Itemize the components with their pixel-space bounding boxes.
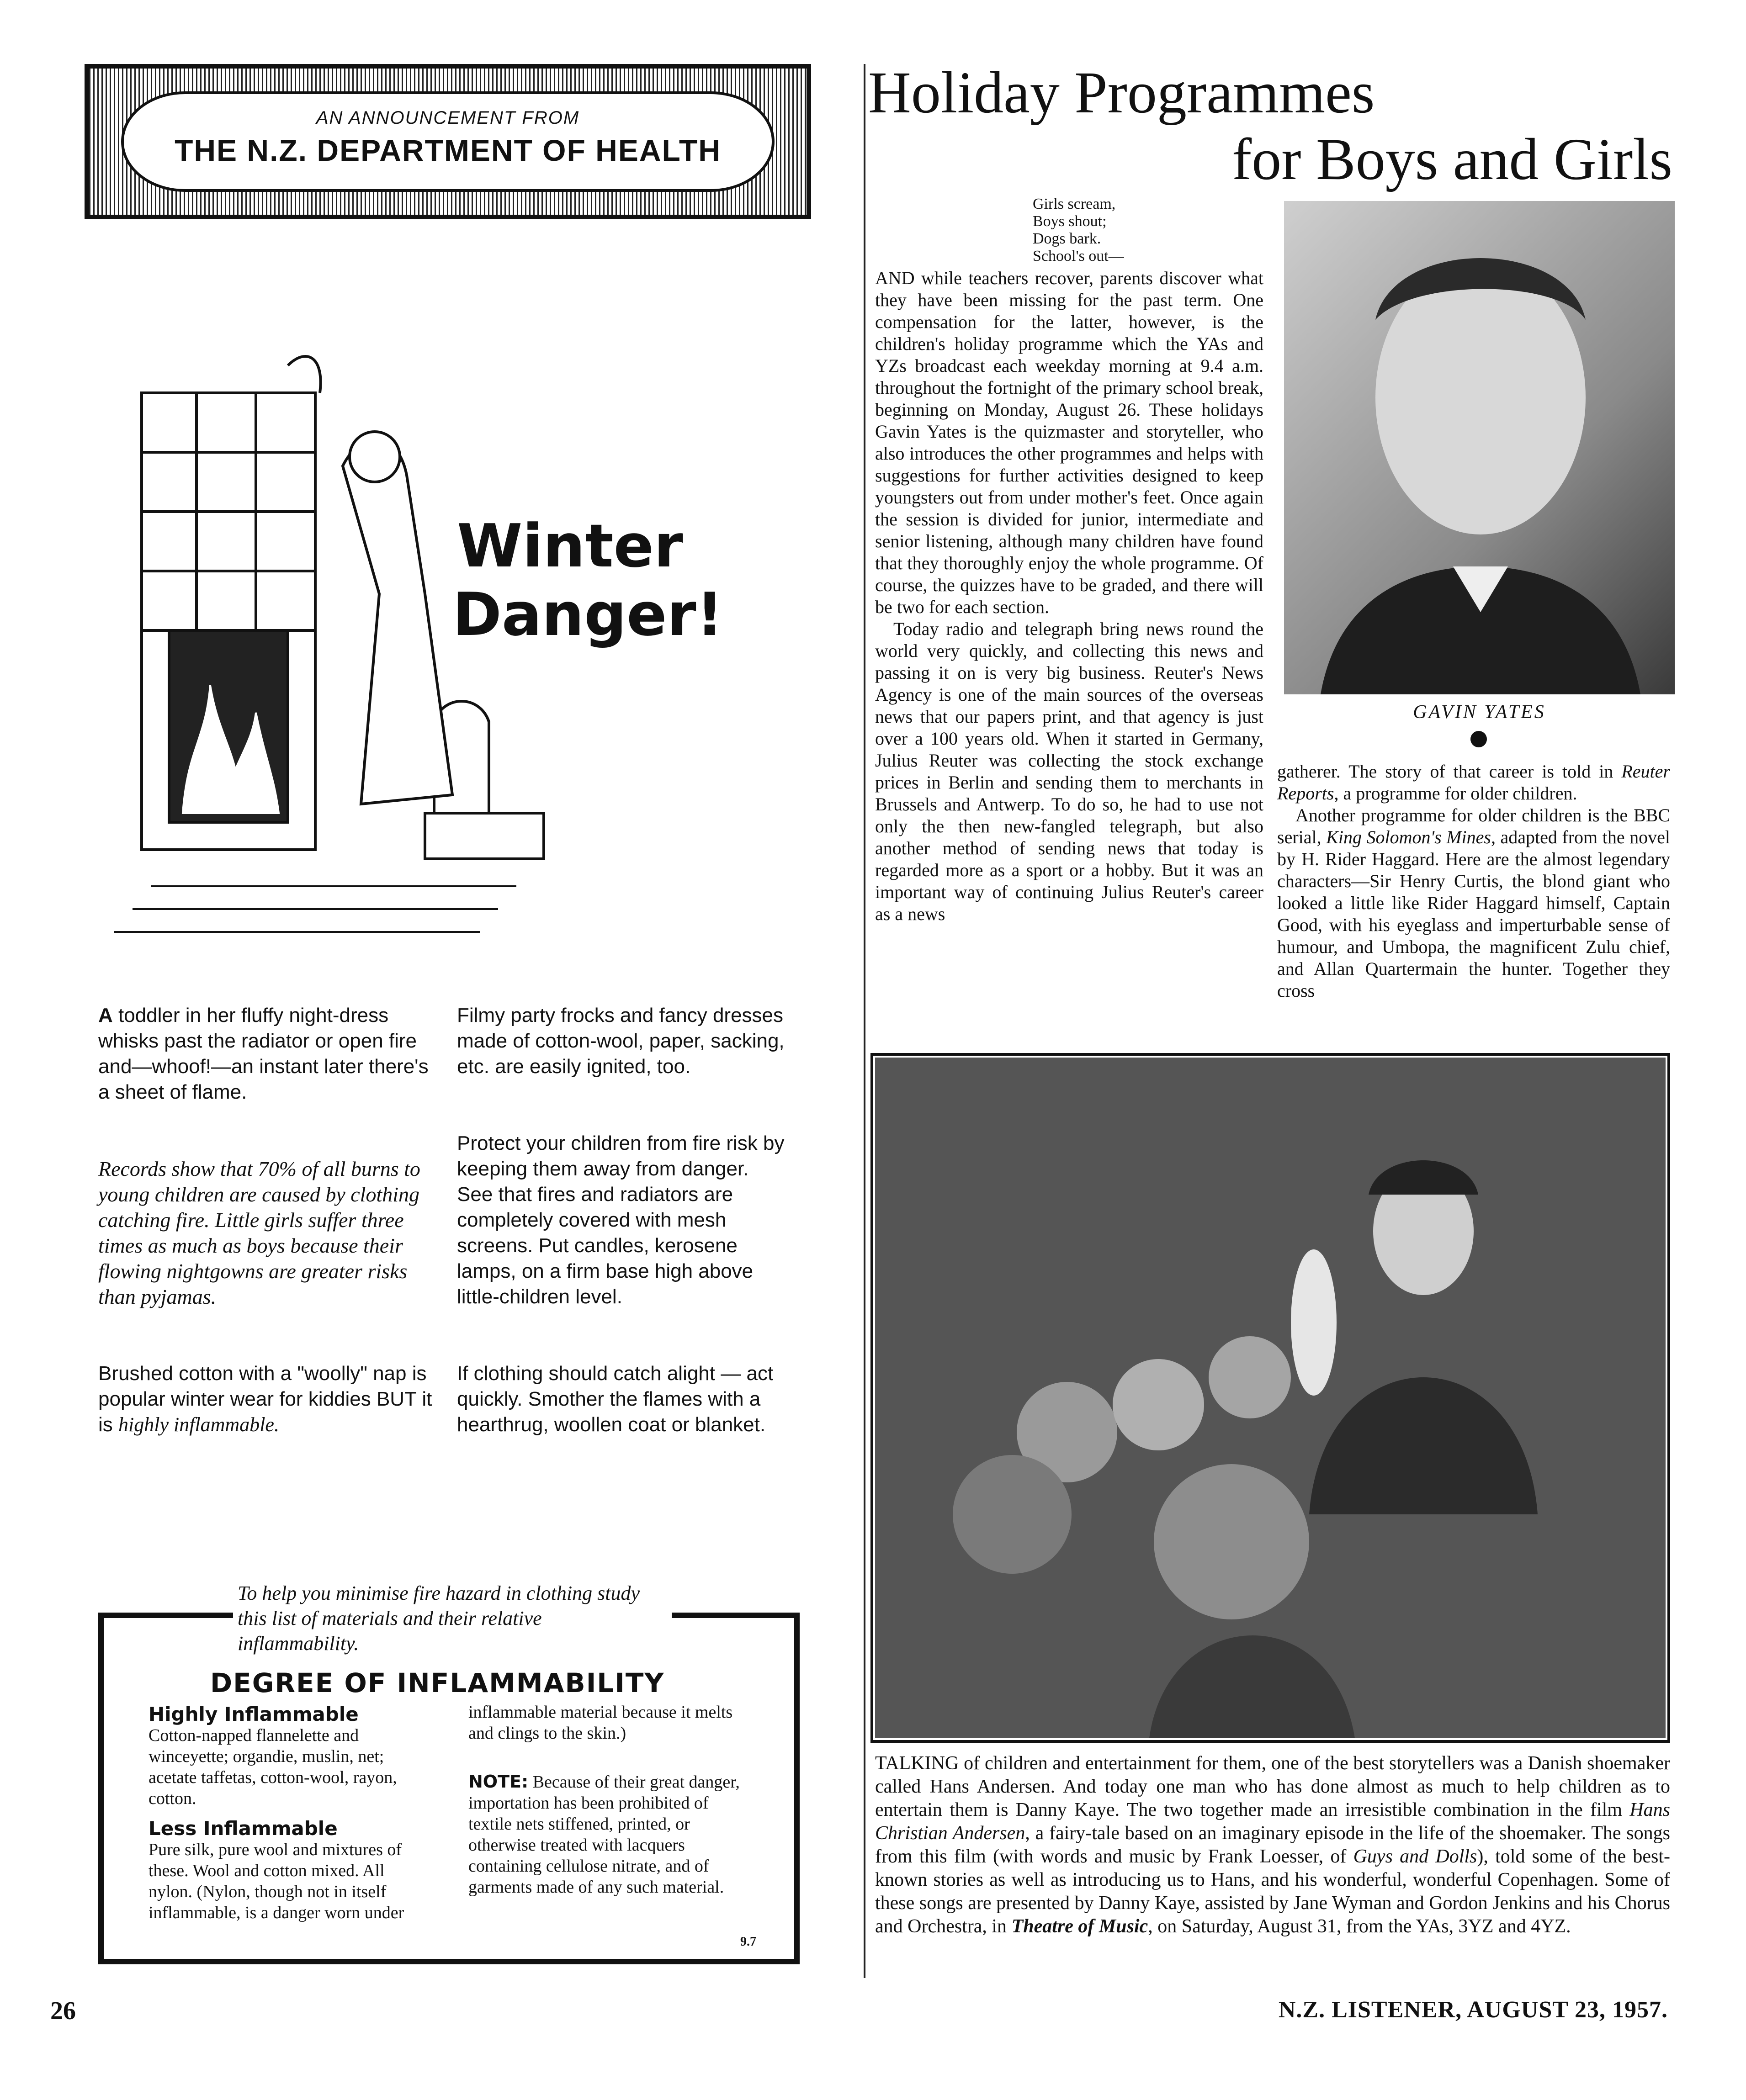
department-name: THE N.Z. DEPARTMENT OF HEALTH [175,133,721,167]
page-number: 26 [50,1997,76,2025]
caption-film-title: Hans Christian Andersen [875,1799,1670,1844]
ad-paragraph-brushed-cotton [98,1361,436,1438]
film-caption [875,1752,1670,1938]
verse-line: School's out— [1033,248,1124,264]
caption-part-3: ), told some of the best-known stories as well as introducing us to Hans, and his wonderful, wonderful Copenhagen. Some of these songs are presented by Danny Kaye, assisted by Jane Wyman and Gordon Jenkins and his Chorus and Orchestra, in [875,1846,1670,1937]
brushed-cotton-text: Brushed cotton with a "woolly" nap is popular winter wear for kiddies BUT it is [98,1362,432,1436]
note-paragraph [468,1771,743,1898]
note-label: NOTE: [468,1772,529,1792]
reuter-reports-text: gatherer. The story of that career is told in [1277,761,1622,782]
ad-code: 9.7 [740,1935,756,1949]
article-headline [868,59,1672,193]
caption-programme-title: Theatre of Music [1011,1916,1148,1937]
king-solomon-title: King Solomon's Mines [1326,827,1491,847]
ad-paragraph-records: Records show that 70% of all burns to young children are caused by clothing catching fire. Little girls suffer three times as much as boys because their flowing nightgowns are greater risks than pyjamas. [98,1157,420,1308]
film-still-scene [875,1058,1666,1738]
article-column-left [875,267,1263,925]
reuter-reports-tail: , a programme for older children. [1334,783,1577,804]
announcement-oval [121,91,775,192]
ad-paragraph-catch-alight: If clothing should catch alight — act quickly. Smother the flames with a hearthrug, woollen coat or blanket. [457,1362,774,1436]
column-divider [864,64,865,1978]
inflammability-list-right [468,1702,743,1898]
ad-paragraph-party-frocks: Filmy party frocks and fancy dresses made of cotton-wool, paper, sacking, etc. are easily ignited, too. [457,1004,785,1078]
reuter-reports-title: Reuter Reports [1277,761,1670,804]
toddler-text: toddler in her fluffy night-dress whisks past the radiator or open fire and—whoof!—an instant later there's a sheet of flame. [98,1004,429,1103]
headline-line-1: Holiday Programmes [868,60,1375,126]
gavin-yates-portrait [1284,201,1675,694]
caption-part-1: TALKING of children and entertainment for them, one of the best storytellers was a Danish shoemaker called Hans Andersen. And today one man who has done almost as much to help children as to entertain them is Danny Kaye. The two together made an irresistible combination in the film [875,1753,1670,1820]
ad-paragraph-toddler [98,1003,436,1105]
ad-column-left [98,1003,436,1438]
portrait-caption: GAVIN YATES [1413,702,1546,723]
inflammability-heading: DEGREE OF INFLAMMABILITY [210,1667,665,1698]
king-solomon-tail: , adapted from the novel by H. Rider Haggard. Here are the almost legendary characters—Sir Henry Curtis, the blond giant who looked a little like Rider Haggard himself, Captain Good, with his eyeglass and imperturbable sense of humour, and Umbopa, the magnificent Zulu chief, and Allan Quartermain the hunter. Together they cross [1277,827,1670,1001]
highly-inflammable-emphasis: highly inflammable. [118,1413,279,1436]
caption-part-2: , a fairy-tale based on an imaginary episode in the life of the shoemaker. The songs from this film (with words and music by Frank Loesser, of [875,1823,1670,1867]
winter-danger-title [452,511,823,649]
less-inflammable-text: Pure silk, pure wool and mixtures of these. Wool and cotton mixed. All nylon. (Nylon, though not in itself inflammable, is a danger worn under [149,1840,404,1922]
verse-epigraph [1033,196,1215,265]
highly-inflammable-text: Cotton-napped flannelette and winceyette; organdie, muslin, net; acetate taffetas, cotton-wool, rayon, cotton. [149,1726,397,1808]
hans-andersen-film-still [875,1058,1666,1738]
title-line-2: Danger! [452,580,723,649]
inflammability-intro: To help you minimise fire hazard in clothing study this list of materials and their relative inflammability. [233,1581,672,1656]
nylon-continuation: inflammable material because it melts and clings to the skin.) [468,1703,733,1743]
article-paragraph-reuter: Today radio and telegraph bring news round the world very quickly, and collecting this news and passing it on is very big business. Reuter's News Agency is one of the main sources of the overseas news that our papers print, and that agency is just over a 100 years old. When it started in Germany, Julius Reuter was collecting the stock exchange prices in Berlin and sending them to merchants in Brussels and Antwerp. To do so, he had to use not only the then new-fangled telegraph, but also another method of sending news that today is regarded more as a sport or a hobby. But it was an important way of continuing Julius Reuter's career as a news [875,619,1263,924]
verse-line: Dogs bark. [1033,230,1101,247]
ad-paragraph-protect: Protect your children from fire risk by keeping them away from danger. See that fires and radiators are completely covered with mesh screens. Put candles, kerosene lamps, on a firm base high above little-children level. [457,1132,785,1308]
article-paragraph-intro: AND while teachers recover, parents discover what they have been missing for the past term. One compensation for the latter, however, is the children's holiday programme which the YAs and YZs broadcast each weekday morning at 9.4 a.m. throughout the fortnight of the primary school break, beginning on Monday, August 26. These holidays Gavin Yates is the quizmaster and storyteller, who also introduces the other programmes and helps with suggestions for further activities designed to keep youngsters out from under mother's feet. Once again the session is divided for junior, intermediate and senior listening, although many children have found that they thoroughly enjoy the whole programme. Of course, the quizzes have to be graded, and there will be two for each section. [875,268,1263,617]
drop-letter: A [98,1004,113,1026]
masthead-footer: N.Z. LISTENER, AUGUST 23, 1957. [1278,1997,1668,2023]
article-column-right [1277,761,1670,1002]
caption-musical-title: Guys and Dolls [1353,1846,1477,1867]
portrait-figure [1284,201,1675,694]
king-solomon-text: Another programme for older children is the BBC serial, [1277,805,1670,847]
ad-column-right [457,1003,786,1438]
title-line-1: Winter [457,511,683,581]
verse-line: Boys shout; [1033,213,1107,230]
bullet-dot [1470,731,1487,747]
announcement-from: AN ANNOUNCEMENT FROM [316,108,580,128]
health-announcement-banner [85,64,811,219]
caption-part-4: , on Saturday, August 31, from the YAs, 3YZ and 4YZ. [1148,1916,1571,1937]
article-paragraph-king-solomon [1277,804,1670,1002]
note-text: Because of their great danger, importation has been prohibited of textile nets stiffened, printed, or otherwise treated with lacquers containing cellulose nitrate, and of garments made of any such material. [468,1772,740,1897]
headline-line-2: for Boys and Girls [1231,127,1672,192]
verse-line: Girls scream, [1033,196,1116,212]
article-paragraph-reuter-reports [1277,761,1670,804]
inflammability-list-left [149,1704,418,1923]
highly-inflammable-title: Highly Inflammable [149,1703,359,1725]
less-inflammable-title: Less Inflammable [149,1817,338,1840]
